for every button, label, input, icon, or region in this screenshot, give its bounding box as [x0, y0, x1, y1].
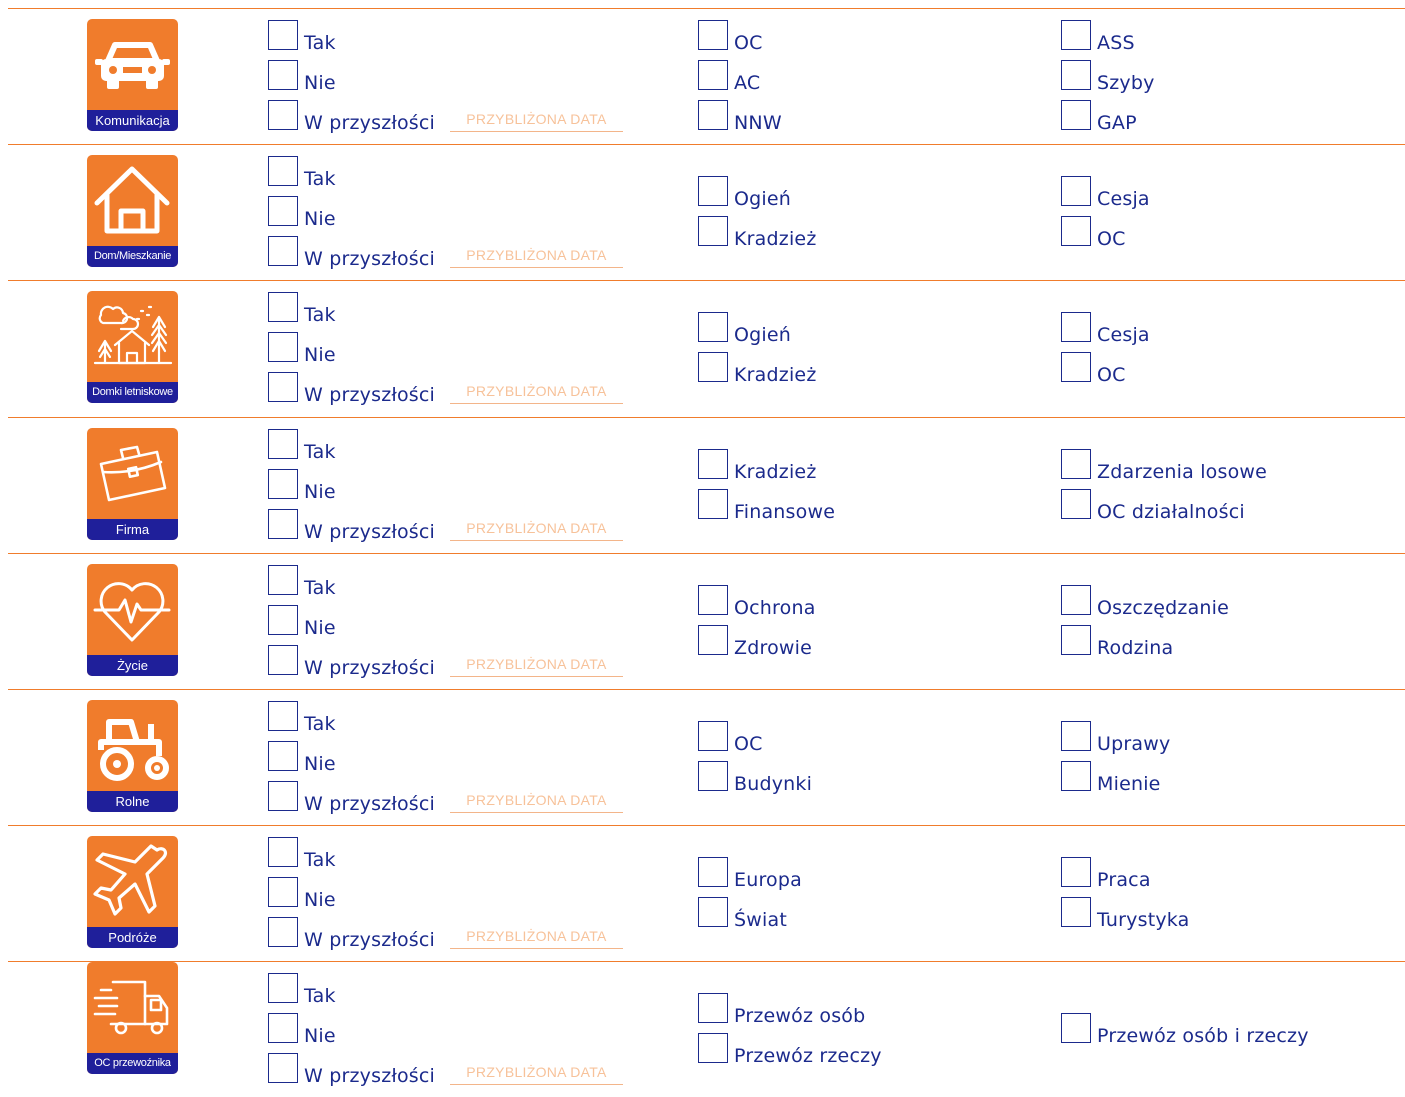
checkbox-label: Tak: [304, 713, 336, 735]
checkbox[interactable]: [268, 701, 298, 731]
checkbox[interactable]: [268, 1053, 298, 1083]
insurance-row: [0, 553, 1405, 689]
checkbox-label: W przyszłości: [304, 248, 436, 270]
checkbox-label: Świat: [734, 909, 787, 931]
checkbox[interactable]: [1061, 352, 1091, 382]
checkbox-label: Przewóz osób: [734, 1005, 866, 1027]
checkbox[interactable]: [698, 857, 728, 887]
checkbox-label: W przyszłości: [304, 657, 436, 679]
checkbox[interactable]: [268, 292, 298, 322]
checkbox[interactable]: [1061, 1013, 1091, 1043]
checkbox-label: W przyszłości: [304, 929, 436, 951]
tractor-icon: [87, 700, 178, 790]
checkbox[interactable]: [1061, 761, 1091, 791]
category-label: Dom/Mieszkanie: [87, 246, 178, 267]
house-icon: [87, 155, 178, 245]
checkbox[interactable]: [1061, 489, 1091, 519]
checkbox[interactable]: [1061, 100, 1091, 130]
checkbox[interactable]: [698, 100, 728, 130]
checkbox-label: Kradzież: [734, 461, 817, 483]
approximate-date-field[interactable]: PRZYBLIŻONA DATA: [450, 926, 623, 949]
checkbox[interactable]: [698, 585, 728, 615]
checkbox[interactable]: [698, 449, 728, 479]
checkbox[interactable]: [268, 100, 298, 130]
checkbox-label: Tak: [304, 849, 336, 871]
approximate-date-field[interactable]: PRZYBLIŻONA DATA: [450, 1062, 623, 1085]
checkbox[interactable]: [698, 312, 728, 342]
checkbox-label: W przyszłości: [304, 1065, 436, 1087]
insurance-row: [0, 280, 1405, 416]
checkbox-label: NNW: [734, 112, 782, 134]
cabin-icon: [87, 291, 178, 381]
category-tile: [87, 291, 178, 403]
checkbox[interactable]: [268, 781, 298, 811]
checkbox[interactable]: [268, 196, 298, 226]
checkbox[interactable]: [698, 993, 728, 1023]
checkbox-label: Ochrona: [734, 597, 816, 619]
checkbox-label: OC działalności: [1097, 501, 1245, 523]
checkbox-label: Szyby: [1097, 72, 1155, 94]
checkbox[interactable]: [268, 372, 298, 402]
checkbox-label: Tak: [304, 32, 336, 54]
approximate-date-field[interactable]: PRZYBLIŻONA DATA: [450, 245, 623, 268]
checkbox[interactable]: [698, 761, 728, 791]
checkbox[interactable]: [268, 60, 298, 90]
checkbox[interactable]: [1061, 897, 1091, 927]
checkbox[interactable]: [1061, 449, 1091, 479]
checkbox-label: Nie: [304, 617, 336, 639]
checkbox[interactable]: [1061, 625, 1091, 655]
briefcase-icon: [87, 428, 178, 518]
category-tile: [87, 700, 178, 812]
checkbox-label: Kradzież: [734, 364, 817, 386]
insurance-row: [0, 689, 1405, 825]
checkbox[interactable]: [268, 236, 298, 266]
checkbox-label: Finansowe: [734, 501, 836, 523]
checkbox-label: OC: [734, 733, 763, 755]
checkbox[interactable]: [698, 60, 728, 90]
checkbox-label: AC: [734, 72, 761, 94]
checkbox-label: GAP: [1097, 112, 1137, 134]
category-tile: [87, 564, 178, 676]
checkbox[interactable]: [268, 509, 298, 539]
truck-icon: [87, 962, 178, 1052]
category-tile: [87, 836, 178, 948]
checkbox-label: Tak: [304, 168, 336, 190]
checkbox-label: Budynki: [734, 773, 813, 795]
insurance-row: [0, 961, 1405, 1097]
checkbox[interactable]: [268, 973, 298, 1003]
checkbox-label: Uprawy: [1097, 733, 1171, 755]
checkbox[interactable]: [268, 645, 298, 675]
checkbox[interactable]: [1061, 20, 1091, 50]
category-label: Życie: [87, 655, 178, 676]
category-label: Domki letniskowe: [87, 382, 178, 403]
checkbox-label: W przyszłości: [304, 521, 436, 543]
checkbox-label: Tak: [304, 441, 336, 463]
checkbox-label: OC: [734, 32, 763, 54]
checkbox-label: Ogień: [734, 188, 792, 210]
checkbox-label: W przyszłości: [304, 793, 436, 815]
checkbox-label: Tak: [304, 985, 336, 1007]
checkbox[interactable]: [268, 605, 298, 635]
checkbox-label: Europa: [734, 869, 802, 891]
checkbox-label: Ogień: [734, 324, 792, 346]
checkbox[interactable]: [698, 20, 728, 50]
car-icon: [87, 19, 178, 109]
checkbox[interactable]: [698, 176, 728, 206]
checkbox-label: Praca: [1097, 869, 1151, 891]
approximate-date-field[interactable]: PRZYBLIŻONA DATA: [450, 654, 623, 677]
checkbox[interactable]: [268, 1013, 298, 1043]
checkbox-label: Przewóz osób i rzeczy: [1097, 1025, 1309, 1047]
checkbox[interactable]: [268, 565, 298, 595]
checkbox-label: Nie: [304, 344, 336, 366]
approximate-date-field[interactable]: PRZYBLIŻONA DATA: [450, 790, 623, 813]
checkbox-label: OC: [1097, 364, 1126, 386]
checkbox[interactable]: [1061, 216, 1091, 246]
checkbox-label: Kradzież: [734, 228, 817, 250]
checkbox-label: Zdrowie: [734, 637, 813, 659]
checkbox-label: Nie: [304, 889, 336, 911]
checkbox-label: Nie: [304, 208, 336, 230]
checkbox-label: Turystyka: [1097, 909, 1190, 931]
checkbox[interactable]: [1061, 721, 1091, 751]
category-label: Rolne: [87, 791, 178, 812]
checkbox-label: Nie: [304, 753, 336, 775]
category-label: Firma: [87, 519, 178, 540]
checkbox-label: Nie: [304, 72, 336, 94]
category-label: Komunikacja: [87, 110, 178, 131]
category-tile: [87, 155, 178, 267]
checkbox-label: Nie: [304, 1025, 336, 1047]
checkbox[interactable]: [268, 741, 298, 771]
checkbox-label: OC: [1097, 228, 1126, 250]
checkbox[interactable]: [698, 489, 728, 519]
checkbox-label: Cesja: [1097, 324, 1150, 346]
insurance-row: [0, 417, 1405, 553]
checkbox[interactable]: [268, 877, 298, 907]
checkbox[interactable]: [268, 332, 298, 362]
checkbox[interactable]: [1061, 176, 1091, 206]
checkbox-label: W przyszłości: [304, 384, 436, 406]
insurance-row: [0, 144, 1405, 280]
checkbox[interactable]: [698, 216, 728, 246]
checkbox-label: Cesja: [1097, 188, 1150, 210]
checkbox[interactable]: [1061, 60, 1091, 90]
checkbox[interactable]: [1061, 585, 1091, 615]
category-tile: [87, 962, 178, 1074]
checkbox[interactable]: [698, 352, 728, 382]
checkbox[interactable]: [698, 625, 728, 655]
category-label: Podróże: [87, 927, 178, 948]
checkbox-label: Rodzina: [1097, 637, 1174, 659]
checkbox[interactable]: [268, 20, 298, 50]
checkbox-label: Mienie: [1097, 773, 1161, 795]
heart-pulse-icon: [87, 564, 178, 654]
checkbox-label: Zdarzenia losowe: [1097, 461, 1268, 483]
checkbox-label: W przyszłości: [304, 112, 436, 134]
approximate-date-field[interactable]: PRZYBLIŻONA DATA: [450, 109, 623, 132]
checkbox[interactable]: [268, 429, 298, 459]
airplane-icon: [87, 836, 178, 926]
checkbox-label: Tak: [304, 304, 336, 326]
checkbox-label: Nie: [304, 481, 336, 503]
checkbox[interactable]: [698, 897, 728, 927]
checkbox[interactable]: [1061, 312, 1091, 342]
checkbox[interactable]: [268, 917, 298, 947]
checkbox-label: Przewóz rzeczy: [734, 1045, 882, 1067]
category-tile: [87, 19, 178, 131]
insurance-row: [0, 8, 1405, 144]
checkbox[interactable]: [698, 721, 728, 751]
category-tile: [87, 428, 178, 540]
approximate-date-field[interactable]: PRZYBLIŻONA DATA: [450, 381, 623, 404]
checkbox[interactable]: [1061, 857, 1091, 887]
checkbox[interactable]: [698, 1033, 728, 1063]
checkbox-label: Oszczędzanie: [1097, 597, 1230, 619]
checkbox[interactable]: [268, 837, 298, 867]
checkbox-label: Tak: [304, 577, 336, 599]
checkbox[interactable]: [268, 469, 298, 499]
checkbox-label: ASS: [1097, 32, 1135, 54]
category-label: OC przewoźnika: [87, 1053, 178, 1074]
checkbox[interactable]: [268, 156, 298, 186]
approximate-date-field[interactable]: PRZYBLIŻONA DATA: [450, 518, 623, 541]
insurance-row: [0, 825, 1405, 961]
